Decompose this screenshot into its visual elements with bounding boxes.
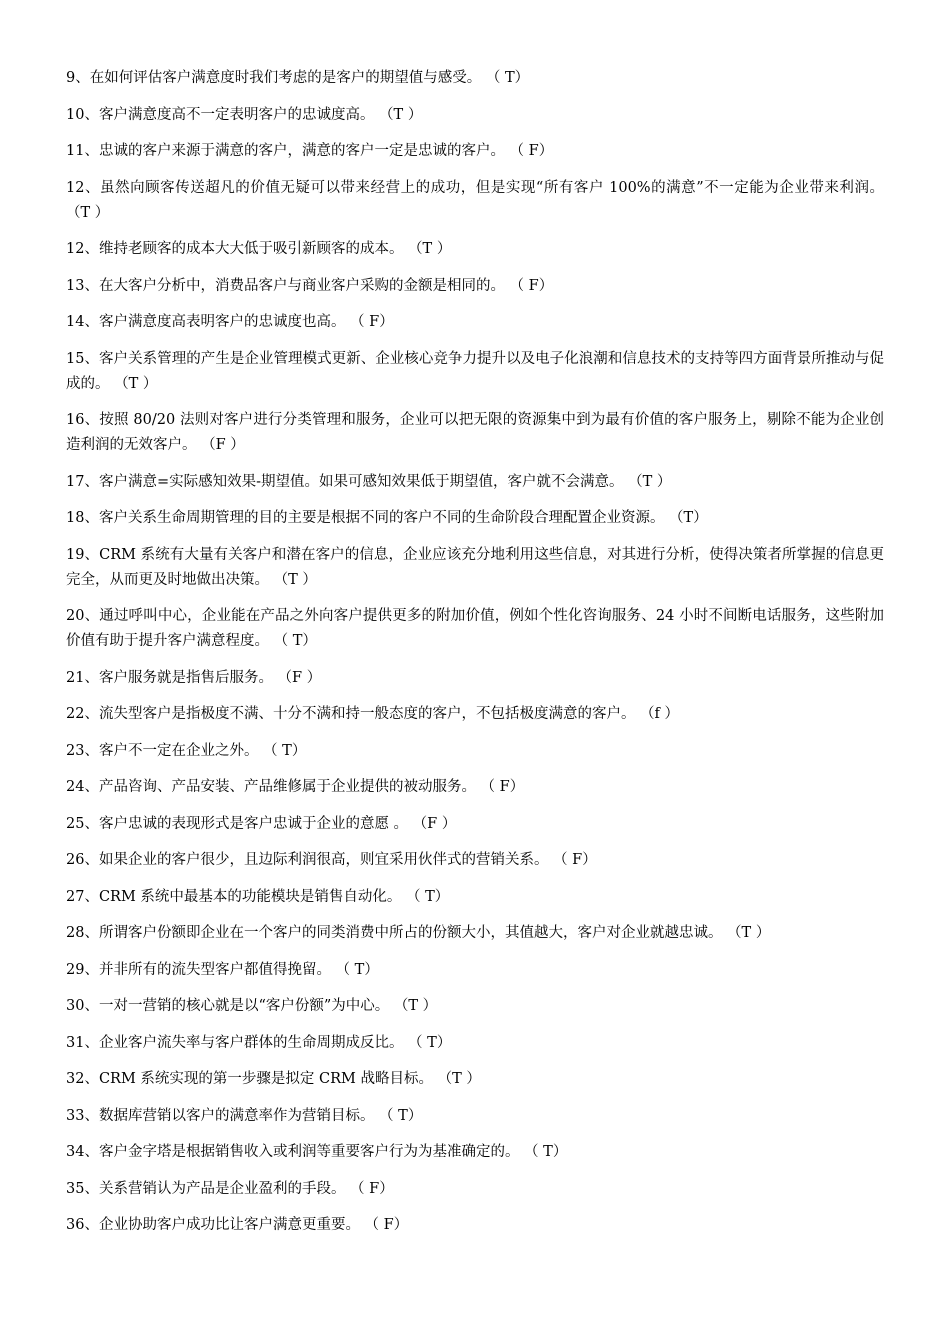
question-item: 16、按照 80/20 法则对客户进行分类管理和服务，企业可以把无限的资源集中到为最有价值的客户服务上，剔除不能为企业创造利润的无效客户。 （F ） xyxy=(66,412,884,453)
question-item: 36、企业协助客户成功比让客户满意更重要。 （ F） xyxy=(66,1217,409,1233)
question-item: 34、客户金字塔是根据销售收入或利润等重要客户行为为基准确定的。 （ T） xyxy=(66,1144,568,1160)
question-item: 32、CRM 系统实现的第一步骤是拟定 CRM 战略目标。 （T ） xyxy=(66,1071,481,1087)
question-item: 22、流失型客户是指极度不满、十分不满和持一般态度的客户，不包括极度满意的客户。 （f ） xyxy=(66,706,680,722)
question-item: 29、并非所有的流失型客户都值得挽留。 （ T） xyxy=(66,961,379,978)
question-item: 31、企业客户流失率与客户群体的生命周期成反比。 （ T） xyxy=(66,1034,452,1051)
question-item: 15、客户关系管理的产生是企业管理模式更新、企业核心竞争力提升以及电子化浪潮和信息技术的支持等四方面背景所推动与促成的。 （T ） xyxy=(66,350,884,392)
question-item: 19、CRM 系统有大量有关客户和潜在客户的信息，企业应该充分地利用这些信息，对其进行分析，使得决策者所掌握的信息更完全，从而更及时地做出决策。 （T ） xyxy=(66,546,884,588)
question-item: 17、客户满意=实际感知效果-期望值。如果可感知效果低于期望值，客户就不会满意。 （T ） xyxy=(66,473,672,490)
question-item: 24、产品咨询、产品安装、产品维修属于企业提供的被动服务。 （ F） xyxy=(66,779,525,795)
question-item: 12、虽然向顾客传送超凡的价值无疑可以带来经营上的成功，但是实现“所有客户 100%的满意”不一定能为企业带来利润。 （T ） xyxy=(66,179,884,221)
question-item: 33、数据库营销以客户的满意率作为营销目标。 （ T） xyxy=(66,1107,423,1124)
question-item: 28、所谓客户份额即企业在一个客户的同类消费中所占的份额大小，其值越大，客户对企业就越忠诚。 （T ） xyxy=(66,925,771,941)
question-item: 27、CRM 系统中最基本的功能模块是销售自动化。 （ T） xyxy=(66,888,450,905)
question-item: 10、客户满意度高不一定表明客户的忠诚度高。 （T ） xyxy=(66,106,423,123)
question-item: 11、忠诚的客户来源于满意的客户，满意的客户一定是忠诚的客户。 （ F） xyxy=(66,143,554,159)
question-item: 14、客户满意度高表明客户的忠诚度也高。 （ F） xyxy=(66,314,394,330)
question-item: 26、如果企业的客户很少，且边际利润很高，则宜采用伙伴式的营销关系。 （ F） xyxy=(66,852,597,868)
question-item: 21、客户服务就是指售后服务。 （F ） xyxy=(66,669,322,686)
question-item: 23、客户不一定在企业之外。 （ T） xyxy=(66,742,307,759)
question-item: 18、客户关系生命周期管理的目的主要是根据不同的客户不同的生命阶段合理配置企业资源。 （T） xyxy=(66,510,708,526)
question-item: 30、一对一营销的核心就是以“客户份额”为中心。 （T ） xyxy=(66,998,438,1014)
question-item: 20、通过呼叫中心，企业能在产品之外向客户提供更多的附加价值，例如个性化咨询服务、24 小时不间断电话服务，这些附加价值有助于提升客户满意程度。 （ T） xyxy=(66,608,884,649)
question-item: 12、维持老顾客的成本大大低于吸引新顾客的成本。 （T ） xyxy=(66,241,452,257)
question-item: 9、在如何评估客户满意度时我们考虑的是客户的期望值与感受。 （ T） xyxy=(66,70,530,86)
question-item: 13、在大客户分析中，消费品客户与商业客户采购的金额是相同的。 （ F） xyxy=(66,277,554,294)
question-item: 25、客户忠诚的表现形式是客户忠诚于企业的意愿 。 （F ） xyxy=(66,815,457,832)
question-item: 35、关系营销认为产品是企业盈利的手段。 （ F） xyxy=(66,1180,394,1197)
